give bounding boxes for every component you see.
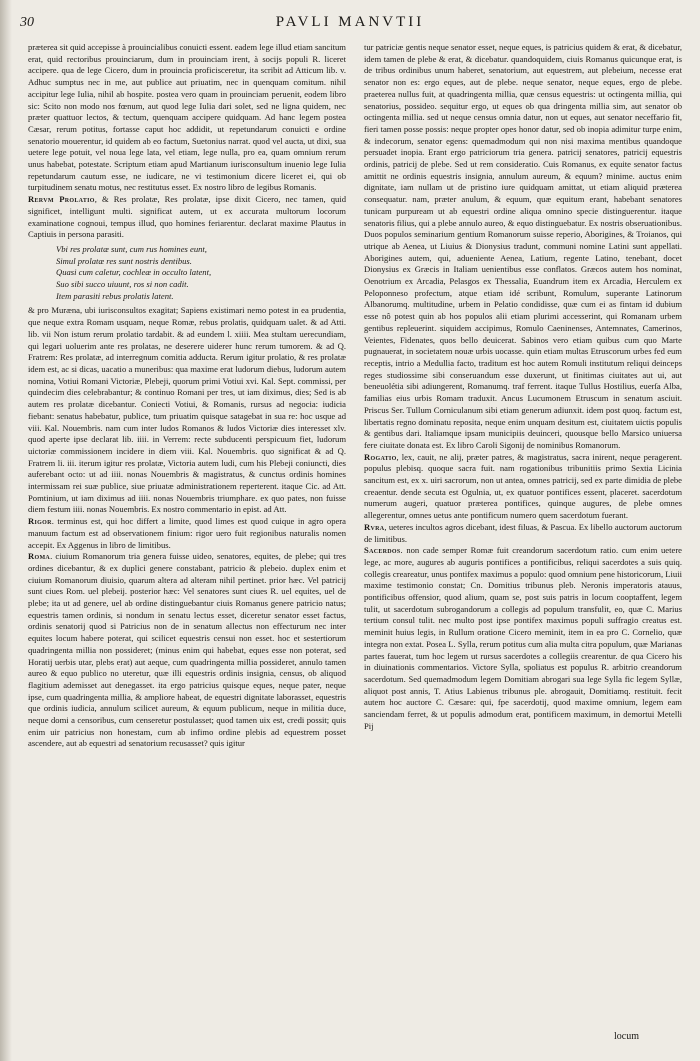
paragraph	[364, 452, 682, 522]
paragraph	[28, 194, 346, 241]
paragraph-text: . non cade semper Romæ fuit creandorum sacerdotum ratio. cum enim uetere lege, ac more, augures ab auguris pontifices a pontificibus, reliqui sacerdotes a suis quiq. collegis creareatur, unus pontifex maximus a populo: quod omnium pene historicorum, Liuii maxime testimonio constat; Cn. Domitius tribunus pleb. Neronis imperatoris atauus, pontificibus offensior, quod alium, quam se, post suis patris in locum cooptaffent, legem tulit, ut sacerdotum subrogandorum a collegis ad populum transfulit, eo, quæ C. Marius tertium consul tulit. nec multo post ipse pontifex maximus populi suffragio creatus est. meminit huius legis, in Rullum oratione Cicero meminit, item in ea pro C. Cornelio, quæ integra non extat. Posea L. Sylla, rerum potitus cum alia multa citra populum, quæ Marianas partes fauerat, tum hoc legem ut rursus sacerdotes a collegiis crearentur. de qua Cicero his in diuinationis commentarios. Victore Sylla, spoliatus est populus R. arbitrio creandorum sacerdotum. Sed quemadmodum legem Domitiam abrogari sua lege Sylla fic legem Syllæ, aliquot post annis, T. Atius Labienus tribunus ple. abrogauit, Domitiamq. restituit. fecit autem hoc auctore C. Cæsare: qui, fpe sacerdotij, quod maxime omnium, legem eam sanciendam ferret, & ut populis admodum erat, pontificem maximum, in demortui Metelli Pij	[364, 545, 682, 731]
paragraph-text: , & Res prolatæ, Res prolatæ, ipse dixit Cicero, nec tamen, quid significet, intelligunt multi. significat autem, ut ex accurata multorum locorum examinatione cognoui, tempus illud, quo homines feriarentur. declarat maxime Plautus in Captiuis in persona parasiti.	[28, 194, 346, 240]
paragraph-text: & pro Muræna, ubi iurisconsultos exagitat; Sapiens existimari nemo potest in ea prudentia, que neque extra Romam usquam, neque Romæ, rebus prolatis, quidquam ualet. & ad Atti. lib. vii Non istum rerum prolatio tardabit. & ad eundem l. xiiii. Mea stultam uerecundiam, qui legari uoluerim ante res prolatas, ne deserere uiderer hunc rerum tumorem. & ad Q. Fratrem: Res prolatæ, ad interregnum comitia adducta. Rerum igitur prolatio, & res prolatæ idem est, ac si dicas, uacatio a muneribus: qua maxime erat ludorum diebus, ludorum autem nomina, Votiui Romani Victoriæ, Plebeji, quorum primi Votiui xvi. Kal. Sept. commissi, per quindecim dies celebrabantur; & continuo Romani per tres, ut iam diximus, dies; Sed is ab autem res prolatæ dicebantur. Coniecti Votiui, & Romanis, rursus ad negocia: iudicia fiebant: senatus habebatur, publice, tum priuatim quisque satagebat in sua re: hoc usque ad viii. Kal. Nouembris. nam cum inter ludos Romanos & ludos Victoriæ dies interesset xlv. quod aperte ipse declarat lib. iiii. in Verrem: recte subducenti perspicuum fiet, ludorum uictoriæ commissionem incidere in diem viii. Kal. Nouembris. quo significat & ad Q. Fratrem li. iii. iterum igitur res prolatæ, Victoria autem ludi, cum his Plebeji coniuncti, dies auferebant octo: ut ad iiii. nonas Nouembris & magistratus, & cunctus ordinis homines intermissam rei suæ publice, siue priuatæ administrationem reperterent. itaque Cic. ad Att. Pomtinium, ut iam diximus ad iiii. nonas Nouembris triumphare. ex quo pates, non fuisse diem festum iiii. nonas Nouembris. Ex nostro commentario in epist. ad Att.	[28, 305, 346, 515]
paragraph-text: , ueteres incultos agros dicebant, idest filuas, & Pascua. Ex libello auctorum auctorum de limitibus.	[364, 521, 682, 544]
verse-line: Vbi res prolatæ sunt, cum rus homines eunt,	[56, 243, 207, 254]
verse-line: Quasi cum caletur, cochleæ in occulto latent,	[56, 267, 212, 278]
paragraph	[28, 516, 346, 551]
right-text-column	[364, 42, 682, 1042]
paragraph-text: , lex, cauit, ne alij, præter patres, & magistratus, sacra inirent, neque peragerent. populus plebisq. quoque sacra fuit. nam rogationibus tribunitiis primo Sextia Licinia sancitum est, ex x. uiri sacrorum, non ut antea, omnes patricij, sed ex parte dimidia de plebe creaentur. dende secuta est Ogulnia, ut, ex quatuor pontifices essent, placeret. sacerdotum numerum augeri, quatuor præterea pontifices, quinque augures, de plebe omnes allegerentur, omnes uetus ante pontificum numero quem sacerdotum fuerant.	[364, 451, 682, 521]
paragraph	[28, 42, 346, 194]
verse-line: Item parasiti rebus prolatis latent.	[56, 290, 174, 301]
paragraph	[364, 522, 682, 545]
verse-line: Simul prolatæ res sunt nostris dentibus.	[56, 255, 192, 266]
entry-headword: Roma	[28, 551, 51, 562]
paragraph-text: tur patriciæ gentis neque senator esset, neque eques, is patricius quidem & erat, & dicebatur, idem tamen de plebe & erat, & dicebatur. quandoquidem, ciuis Romanus quicunque erat, is de tribus ordinibus unum haberet, senatorium, aut equestrem, aut plebeium, necesse erat senator non es: ergo eques, aut de plebe. neque senator, neque eques, ergo de plebe. praeterea nullus fuit, at quadringenta millia, quæ census equestris: ut octingenta millia, qui senatorius, possideo. sequitur ergo, ut eques ob qua dringenta millia sim, aut senator ob octingenta millia. sed ut neque census omnia datur, non ut eques, aut senator neceffario fit, fieri tamen posse possis: neque propter opes honor datur, sed ob inopia adimitur turpe enim, & indecorum, senator egens: quemadmodum qui non nisi maxima mentibus quandoque persuadet inopia. Erant ergo patriciorum tria genera. patricij senatores, patricij equestris ordinis, patricij de plebe. Sed ut rem consideratio. Cuis Romanus, ex equite senator factus amittit ne ordinis equestris insignia, annulum aureum, & equum? minime. auctus enim dignitate, iam nullam ut de pristino iure quidquam amittat, ut etiam aliquid præterea consequatur. nam, præter anulum, & equum, quæ equitum erant, habebant senatores tunicam purpuream ut ab equestri ordine aliqua omnino specie distinguerentur. itaque senatoris filius, qui a plebe annulo aureo, & equo distinguebatur. Ex nostris obseruationibus. Duos populos seminarium gentium Romanorum suisse reperio, Aborigines, & Troianos, qui utrique ab Aenea, ut Liuius & Dionysius tradunt, communi nomine Latini sunt appellati. Aborigines autem, qui, adueniente Aenea, Latium, regente Latino, tenebant, docet Dionysius ex Græcis in Italiam uenientibus esse conflatos. Græcos autem hos nominat, Oenotrium ex Arcadia, Pelasgos ex Thessalia, Euandrum item ex Arcadia, Herculem ex Peloponneso profectum, atque etiam idé scribunt, Romulum, superante Latinorum Albanorumq. multitudine, urbem in Pelatio condidisse, quæ cum ei as fintam id dubium esse nô potest quin ab hos populos alii etiam plurimi accesserint, qui Romanam urbem gentibus repleuerint. siquidem accipimus, Romulo Caeninenses, Antemnates, Camerinos, Veientes, Fidenates, quos bello deuicerat. Sabinos vero etiam quibus cum quo Marte pugnauerat, in societatem nouæ urbis uocasse. quin etiam multas Etruscorum urbes fed eum receptis, intrio a Medullia facto, traditum est hoc autem Romuli institutum reliqui deinceps reges studiossime sibi conseruandum esse duxerunt, ut finitimas ciuitates aut ui, aut beneuolétia sibi adiungerent, Romanumq. traf ferrent. itaque Tullus Hostilius, euerſa Alba, familias eius urbis Romam traduxit. Ancus Lucumonem Etruscum in senatum asciuit. Priscus Ser. Tullum Corniculanum sibi etiam generum adiunxit. idem post quoq. factum est, libertatis regno dominatu reposita, neque enim unquam desitum est, ciuitatem uictis populis & gentibus dari. Italiamque ipsam municipiis deuinceri, quousque bello Marsico uniuersa fere ciuitate donata est. Ex libro Caroli Sigonij de nominibus Romanorum.	[364, 42, 682, 450]
paragraph	[28, 305, 346, 516]
gutter-shadow	[0, 0, 12, 1061]
paragraph-text: . ciuium Romanorum tria genera fuisse uideo, senatores, equites, de plebe; qui tres ordines dicebantur, & ex duplici genere constabant, patricio & plebeio. duplex enim et ciuium Romanorum diuisio, quarum altera ad alteram nihil pertinet. prior hæc. Vel patricij sunt ciues Rom. uel plebeij. posterior hæc: Vel senatores sunt ciues R. uel equites, uel de plebe; ita ut ad genere, uel ab ordine distinguebantur ciuis Romanus genere patricio natus; equestris tamen ordinis, si nondum in senatu lectus esset, diceretur senator esset factus, ordinis senatorij quod si Patricius non de in senatum allectus non effecturum nec inter equites locum habere poterat, qui scilicet equestris censui non esset. hoc et sestertiorum quadringenta millia non possideret; (minus enim qui habebat, eques esse non poterat, sed Horatij uerbis utar, plebs erat) aut aeque, cum quadringenta millia possideret, annulo tamen aureo & equo publico no uteretur, quæ illi equestris ordinis insignia, census, ob aliquod flagitium ademisset aut denegasset. ita ergo patricius quisque eques, neque pater, neque ipse, cum quadringenta millia, & ampliore habeat, de equestri dignitate laborasset, equestris que ordinis iudicia, annulum scilicet aureum, & equum publicum, neque in militia duce, neque domi a censoribus, cum censeretur postulasset; quod tamen uix est, credi possit; quis enim uir patricius non honestam, cum ab infimo ordine plebis ad equestrem posset ascendere, aut ab equestri ad senatorium recusasset? quis igitur	[28, 551, 346, 749]
paragraph-text: . terminus est, qui hoc differt a limite, quod limes est quod cuique in agro opera manuum factum est ad observationem finium: rigor uero fuit regionibus naturalis nomen accepit. Ex Aggenus in libro de limitibus.	[28, 516, 346, 550]
running-title: PAVLI MANVTII	[275, 14, 425, 30]
catchword: locum	[614, 1031, 639, 1042]
paragraph	[364, 545, 682, 732]
paragraph	[28, 551, 346, 750]
page-number: 30	[20, 15, 34, 30]
entry-headword: Rigor	[28, 516, 52, 527]
verse-quote	[56, 244, 346, 303]
paragraph	[364, 42, 682, 452]
entry-headword: Rogatio	[364, 451, 397, 462]
entry-headword: Rervm Prolatio	[28, 194, 95, 205]
paragraph-text: præterea sit quid accepisse à prouincialibus conuicti essent. eadem lege illud etiam sancitum erat, quid rectoribus prouinciarum, dum in prouinciam irent, à socijs populi R. liceret accipere. qua de lege Cicero, dum in prouincia proficisceretur, ita scribit ad Atticum lib. v. Adhuc sumptus nec in me, aut publice aut priuatim, nec in quenquam comitum. nihil accipitur lege Iulia, nihil ab hospite. postea vero quam in prouinciam peruenit, eodem libro sic: Scito non modo nos fœnum, aut quod lege Iulia dari solet, sed ne ligna quidem, nec præter quattuor lectos, & tectum, quenquam accipere quidquam. Ad hanc legem postea Cæsar, rerum potitus, fortasse caput hoc addidit, ut repetundarum conuicti e ordine senatorio mouerentur, id quidem ab eo factum, Suetonius narrat. quod vel aucta, ut dixi, sua uetere lege potuit, vel noua lege lata, vel etiam, lege nulla, pro ea, quam omnium rerum unus habebat, potestate. Scriptum etiam apud Martianum iurisconsultum inuenio lege Iulia repetundarum cautum esse, ne iudicare, ne vi testimonium dicere liceret ei, qui ob turpitudinem senatu motus, nec restitutus esset. Ex nostro libro de legibus Romanis.	[28, 42, 346, 193]
verse-line: Suo sibi succo uiuunt, ros si non cadit.	[56, 279, 189, 290]
entry-headword: Sacerdos	[364, 545, 401, 556]
left-text-column	[28, 42, 346, 1042]
entry-headword: Rvra	[364, 521, 385, 532]
running-head	[0, 12, 700, 34]
